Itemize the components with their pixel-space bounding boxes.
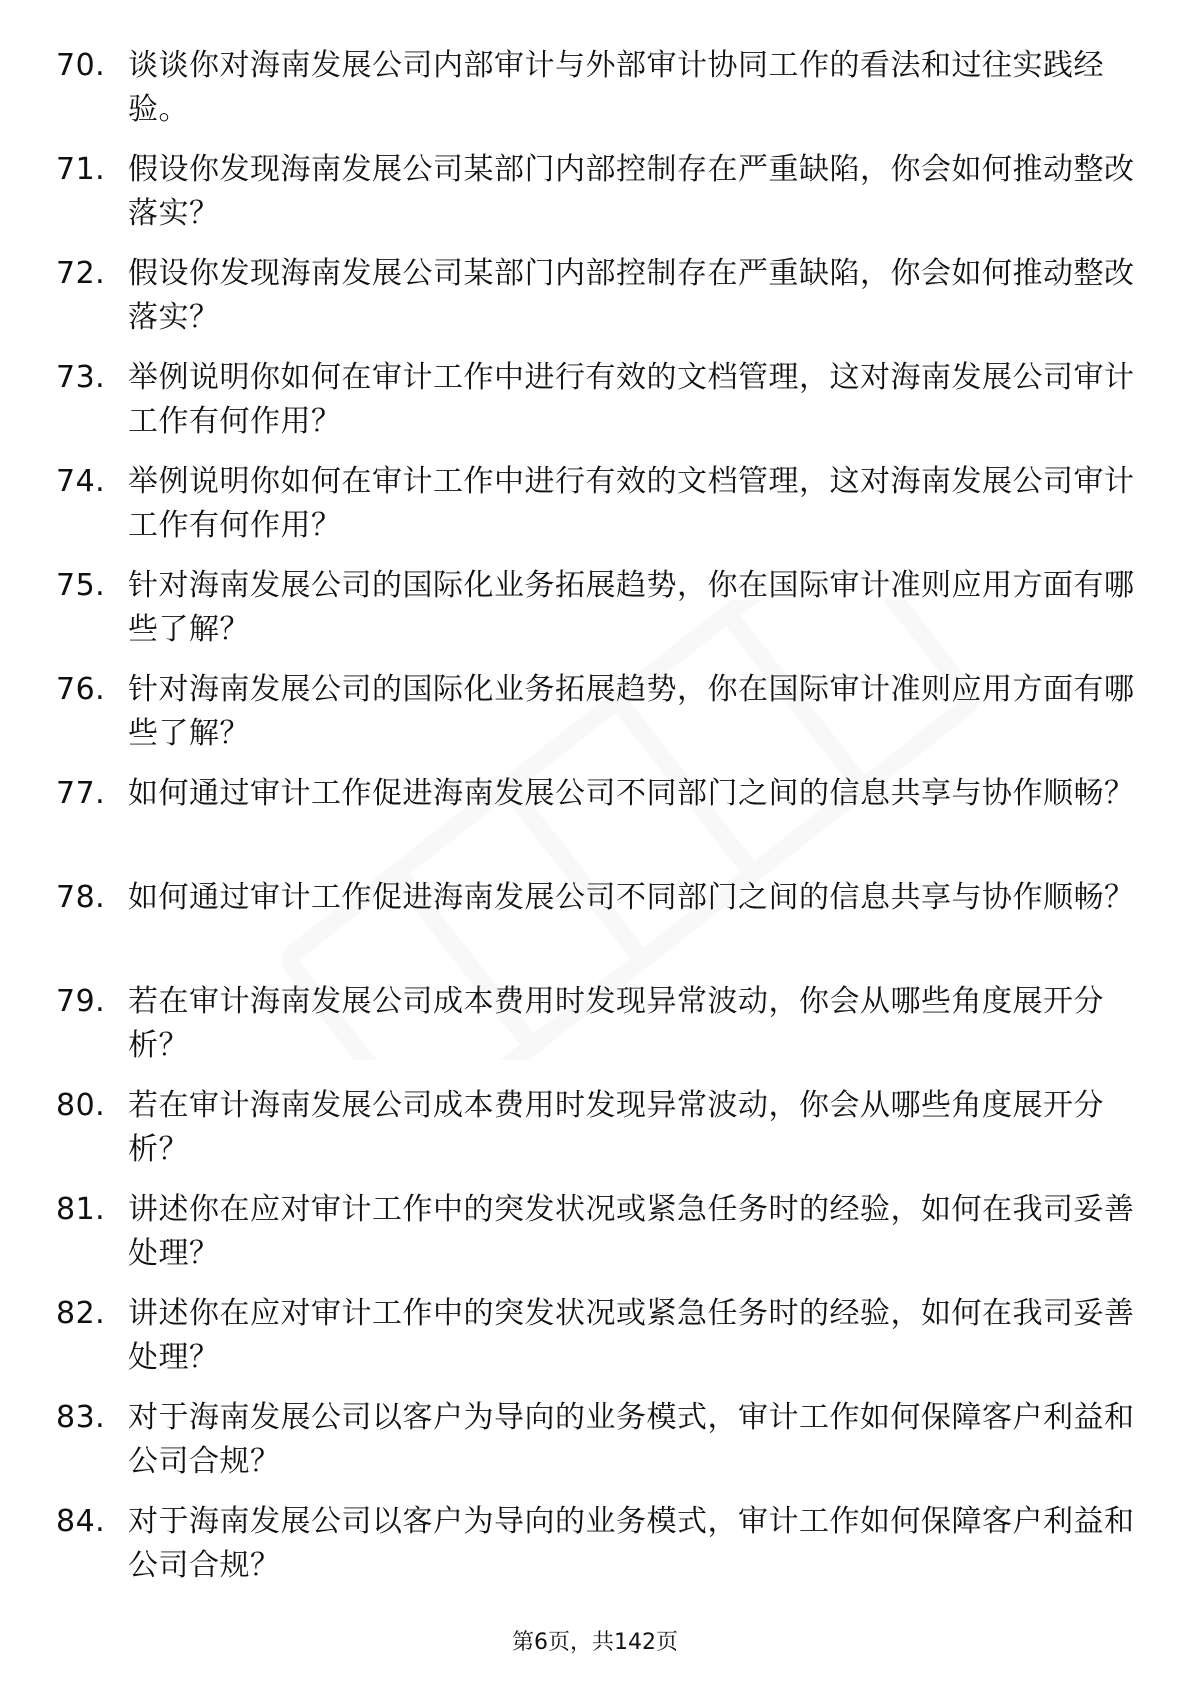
question-text: 举例说明你如何在审计工作中进行有效的文档管理，这对海南发展公司审计工作有何作用？ — [128, 360, 1135, 439]
question-text: 假设你发现海南发展公司某部门内部控制存在严重缺陷，你会如何推动整改落实？ — [128, 256, 1135, 335]
question-number: 84. — [56, 1504, 106, 1539]
question-text: 讲述你在应对审计工作中的突发状况或紧急任务时的经验，如何在我司妥善处理？ — [128, 1192, 1135, 1271]
question-item — [56, 772, 1136, 876]
question-item — [56, 668, 1136, 772]
question-number: 72. — [56, 256, 106, 291]
question-number: 83. — [56, 1400, 106, 1435]
question-text: 若在审计海南发展公司成本费用时发现异常波动，你会从哪些角度展开分析？ — [128, 984, 1104, 1063]
question-list — [56, 44, 1136, 1604]
question-number: 71. — [56, 152, 106, 187]
question-item — [56, 44, 1136, 148]
question-number: 79. — [56, 984, 106, 1019]
question-text: 假设你发现海南发展公司某部门内部控制存在严重缺陷，你会如何推动整改落实？ — [128, 152, 1135, 231]
question-text: 针对海南发展公司的国际化业务拓展趋势，你在国际审计准则应用方面有哪些了解？ — [128, 672, 1135, 751]
question-text: 讲述你在应对审计工作中的突发状况或紧急任务时的经验，如何在我司妥善处理？ — [128, 1296, 1135, 1375]
question-item — [56, 1188, 1136, 1292]
question-number: 76. — [56, 672, 106, 707]
question-item — [56, 980, 1136, 1084]
question-number: 70. — [56, 48, 106, 83]
question-text: 如何通过审计工作促进海南发展公司不同部门之间的信息共享与协作顺畅？ — [128, 776, 1135, 811]
question-number: 82. — [56, 1296, 106, 1331]
question-text: 如何通过审计工作促进海南发展公司不同部门之间的信息共享与协作顺畅？ — [128, 880, 1135, 915]
question-item — [56, 564, 1136, 668]
question-number: 74. — [56, 464, 106, 499]
question-number: 81. — [56, 1192, 106, 1227]
question-item — [56, 1396, 1136, 1500]
question-text: 对于海南发展公司以客户为导向的业务模式，审计工作如何保障客户利益和公司合规？ — [128, 1504, 1135, 1583]
question-item — [56, 148, 1136, 252]
question-item — [56, 460, 1136, 564]
question-item — [56, 1084, 1136, 1188]
question-number: 78. — [56, 880, 106, 915]
question-text: 针对海南发展公司的国际化业务拓展趋势，你在国际审计准则应用方面有哪些了解？ — [128, 568, 1135, 647]
question-item — [56, 1500, 1136, 1604]
question-item — [56, 356, 1136, 460]
question-number: 77. — [56, 776, 106, 811]
page-footer: 第6页，共142页 — [512, 1630, 678, 1655]
question-item — [56, 876, 1136, 980]
question-number: 73. — [56, 360, 106, 395]
question-item — [56, 1292, 1136, 1396]
question-text: 对于海南发展公司以客户为导向的业务模式，审计工作如何保障客户利益和公司合规？ — [128, 1400, 1135, 1479]
question-text: 举例说明你如何在审计工作中进行有效的文档管理，这对海南发展公司审计工作有何作用？ — [128, 464, 1135, 543]
question-text: 若在审计海南发展公司成本费用时发现异常波动，你会从哪些角度展开分析？ — [128, 1088, 1104, 1167]
question-number: 75. — [56, 568, 106, 603]
question-text: 谈谈你对海南发展公司内部审计与外部审计协同工作的看法和过往实践经验。 — [128, 48, 1104, 127]
question-number: 80. — [56, 1088, 106, 1123]
question-item — [56, 252, 1136, 356]
